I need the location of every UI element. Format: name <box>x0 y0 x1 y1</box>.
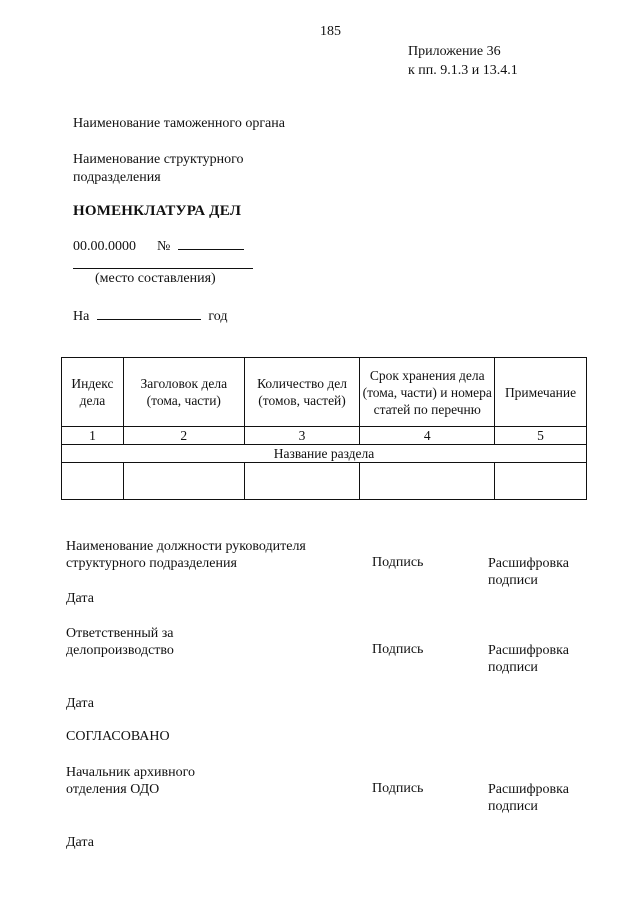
page-number: 185 <box>320 24 341 39</box>
signature-label: Подпись <box>372 555 424 570</box>
table-cell <box>244 463 360 500</box>
signer-role: Наименование должности руководителя структурного подразделения <box>66 539 306 571</box>
table-cell <box>360 463 495 500</box>
structural-subdivision-name: Наименование структурного подразделения <box>73 152 244 185</box>
date-label: Дата <box>66 591 94 606</box>
appendix-title: Приложение 36 <box>408 44 501 59</box>
place-caption: (место составления) <box>95 271 216 286</box>
signature-decode-label: Расшифровка подписи <box>488 643 569 675</box>
place-blank-line <box>73 268 253 269</box>
signature-label: Подпись <box>372 781 424 796</box>
signer-role: Начальник архивного отделения ОДО <box>66 765 196 797</box>
table-header-row <box>62 358 587 427</box>
year-suffix: год <box>208 309 228 324</box>
appendix-reference: к пп. 9.1.3 и 13.4.1 <box>408 63 518 78</box>
column-number: 4 <box>360 427 495 445</box>
customs-authority-name: Наименование таможенного органа <box>73 116 285 131</box>
date-label: Дата <box>66 696 94 711</box>
column-header-count: Количество дел (томов, частей) <box>244 358 360 427</box>
year-blank <box>97 306 201 320</box>
column-header-note: Примечание <box>495 358 587 427</box>
number-sign: № <box>157 239 171 254</box>
column-number: 3 <box>244 427 360 445</box>
nomenclature-table <box>61 357 587 500</box>
table-cell <box>495 463 587 500</box>
agreed-heading: СОГЛАСОВАНО <box>66 729 170 744</box>
column-header-index: Индекс дела <box>62 358 124 427</box>
section-title: Название раздела <box>62 445 587 463</box>
column-header-retention: Срок хранения дела (тома, части) и номера статей по перечню <box>360 358 495 427</box>
date-value: 00.00.0000 <box>73 239 136 254</box>
date-label: Дата <box>66 835 94 850</box>
column-number: 1 <box>62 427 124 445</box>
year-line <box>73 306 227 325</box>
signature-label: Подпись <box>372 642 424 657</box>
date-number-line <box>73 236 244 255</box>
signature-decode-label: Расшифровка подписи <box>488 556 569 588</box>
signature-decode-label: Расшифровка подписи <box>488 782 569 814</box>
document-title: НОМЕНКЛАТУРА ДЕЛ <box>73 203 242 219</box>
table-cell <box>62 463 124 500</box>
column-number: 5 <box>495 427 587 445</box>
section-title-row <box>62 445 587 463</box>
column-number: 2 <box>123 427 244 445</box>
empty-table-row <box>62 463 587 500</box>
table-cell <box>123 463 244 500</box>
number-blank <box>178 236 244 250</box>
column-header-title: Заголовок дела (тома, части) <box>123 358 244 427</box>
signer-role: Ответственный за делопроизводство <box>66 626 174 658</box>
year-prefix: На <box>73 309 90 324</box>
column-number-row <box>62 427 587 445</box>
